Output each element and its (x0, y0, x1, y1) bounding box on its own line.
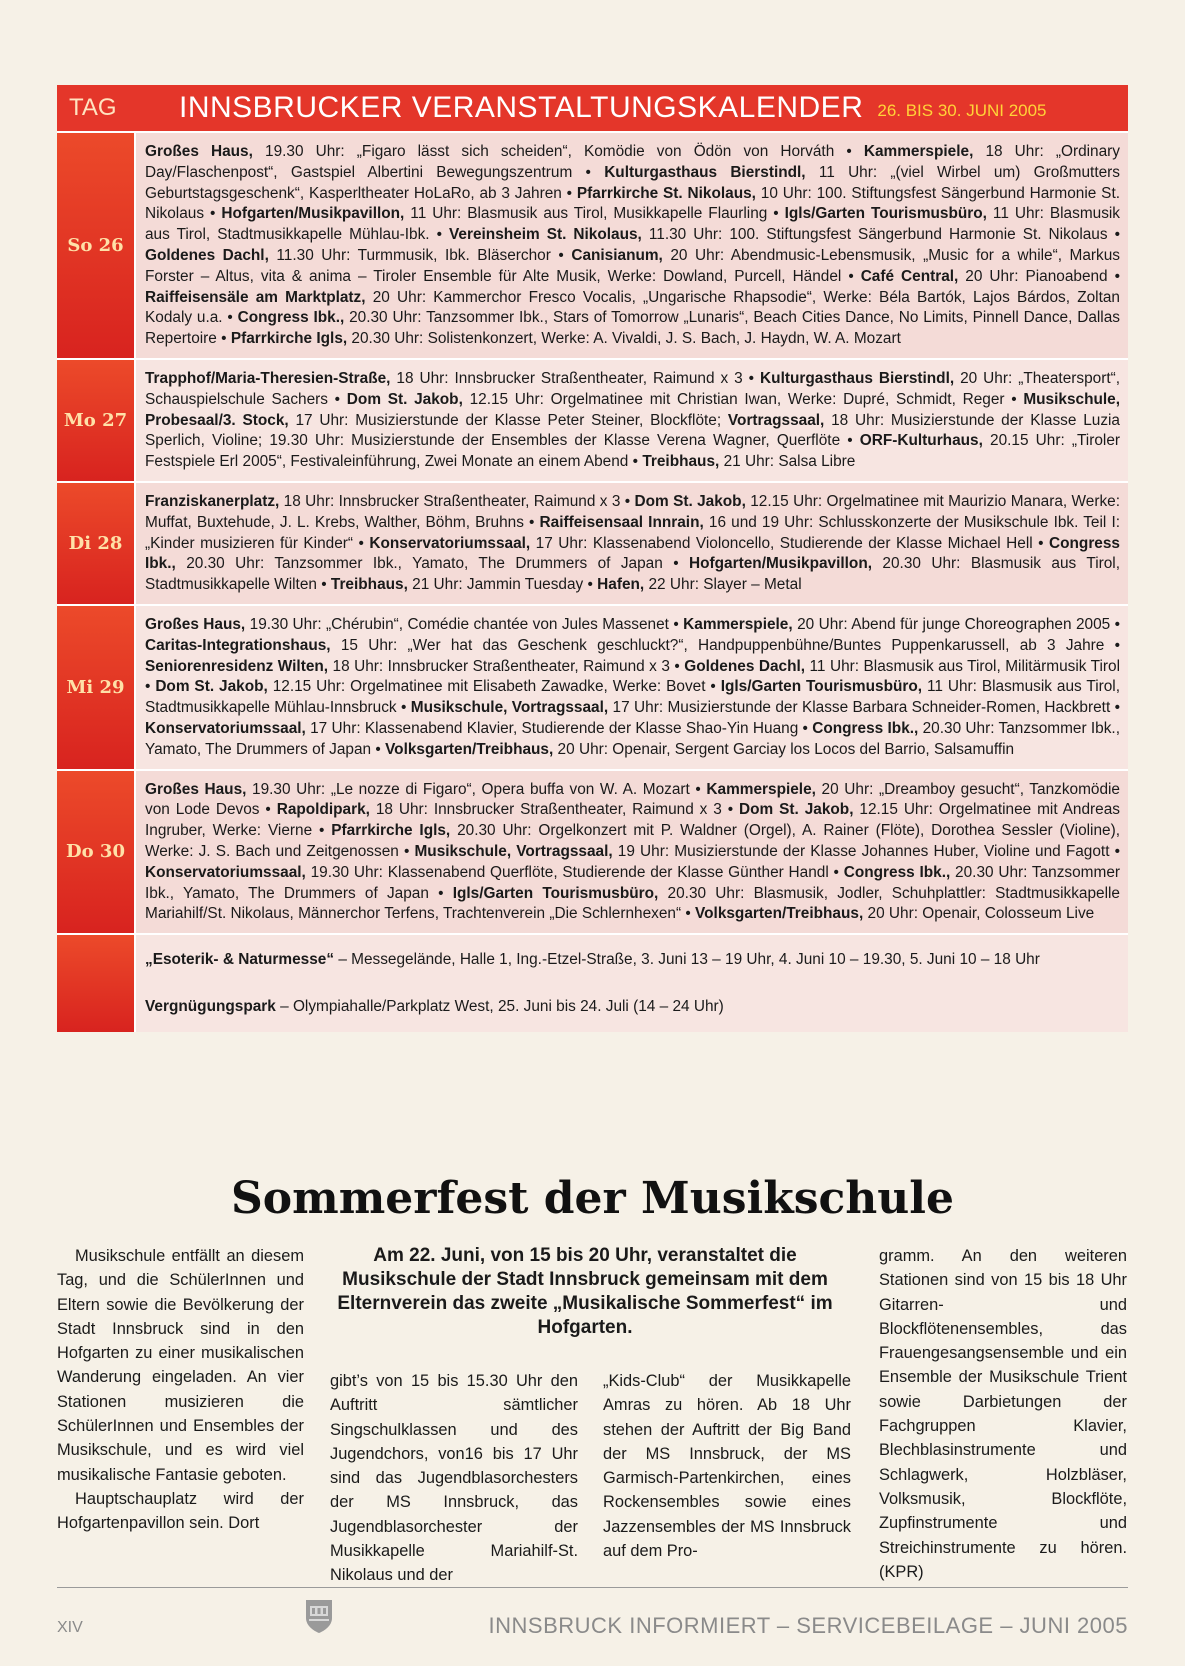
article-column-3 (603, 1369, 851, 1563)
day-events: Großes Haus, 19.30 Uhr: „Figaro lässt sich scheiden“, Komödie von Ödön von Horváth • Kammerspiele, 18 Uhr: „Ordinary Day/Flaschenpost“, Gastspiel Albertini Bewegungszentrum • Kulturgasthaus Bierstindl, 11 Uhr: „(viel Wirbel um) Großmutters Geburtstagsgeschenk“, Kasperltheater HoLaRo, ab 3 Jahren • Pfarrkirche St. Nikolaus, 10 Uhr: 100. Stiftungsfest Sängerbund Harmonie St. Nikolaus • Hofgarten/Musikpavillon, 11 Uhr: Blasmusik aus Tirol, Musikkapelle Flaurling • Igls/Garten Tourismusbüro, 11 Uhr: Blasmusik aus Tirol, Stadtmusikkapelle Mühlau-Ibk. • Vereinsheim St. Nikolaus, 11.30 Uhr: 100. Stiftungsfest Sängerbund Harmonie St. Nikolaus • Goldenes Dachl, 11.30 Uhr: Turmmusik, Ibk. Bläserchor • Canisianum, 20 Uhr: Abendmusic-Lebensmusik, „Music for a while“, Markus Forster – Altus, vita & anima – Tiroler Ensemble für Alte Musik, Werke: Dowland, Purcell, Händel • Café Central, 20 Uhr: Pianoabend • Raiffeisensäle am Marktplatz, 20 Uhr: Kammerchor Fresco Vocalis, „Ungarische Rhapsodie“, Werke: Béla Bartók, Lajos Bárdos, Zoltan Kodaly u.a. • Congress Ibk., 20.30 Uhr: Tanzsommer Ibk., Stars of Tomorrow „Lunaris“, Beach Cities Dance, No Limits, Pinnell Dance, Dallas Repertoire • Pfarrkirche Igls, 20.30 Uhr: Solistenkonzert, Werke: A. Vivaldi, J. S. Bach, J. Haydn, W. A. Mozart (134, 133, 1128, 358)
article-title: Sommerfest der Musikschule (231, 1173, 954, 1224)
day-row (57, 358, 1128, 481)
day-label: So 26 (57, 133, 134, 358)
page-number: XIV (57, 1619, 83, 1636)
extra-events (134, 935, 1128, 1032)
article-paragraph: Hauptschauplatz wird der Hofgartenpavillon sein. Dort (57, 1489, 304, 1533)
day-row (57, 769, 1128, 934)
article-paragraph: Musikschule entfällt an diesem Tag, und die SchülerInnen und Eltern sowie die Bevölkerung der Stadt Innsbruck sind in den Hofgarten zu einer musikalischen Wanderung eingeladen. An vier Stationen musizieren die SchülerInnen und Ensembles der Musikschule, und es wird viel musikalische Fantasie geboten. (57, 1247, 304, 1484)
day-events: Franziskanerplatz, 18 Uhr: Innsbrucker Straßentheater, Raimund x 3 • Dom St. Jakob, 12.15 Uhr: Orgelmatinee mit Maurizio Manara, Werke: Muffat, Buxtehude, J. L. Krebs, Walther, Böhm, Bruhns • Raiffeisensaal Innrain, 16 und 19 Uhr: Schlusskonzerte der Musikschule Ibk. Teil I: „Kinder musizieren für Kinder“ • Konservatoriumssaal, 17 Uhr: Klassenabend Violoncello, Studierende der Klasse Michael Hell • Congress Ibk., 20.30 Uhr: Tanzsommer Ibk., Yamato, The Drummers of Japan • Hofgarten/Musikpavillon, 20.30 Uhr: Blasmusik aus Tirol, Stadtmusikkapelle Wilten • Treibhaus, 21 Uhr: Jammin Tuesday • Hafen, 22 Uhr: Slayer – Metal (134, 483, 1128, 604)
day-events: Großes Haus, 19.30 Uhr: „Chérubin“, Comédie chantée von Jules Massenet • Kammerspiele, 20 Uhr: Abend für junge Choreographen 2005 • Caritas-Integrationshaus, 15 Uhr: „Wer hat das Geschenk geschluckt?“, Handpuppenbühne/Buntes Puppenkarussell, ab 3 Jahre • Seniorenresidenz Wilten, 18 Uhr: Innsbrucker Straßentheater, Raimund x 3 • Goldenes Dachl, 11 Uhr: Blasmusik aus Tirol, Militärmusik Tirol • Dom St. Jakob, 12.15 Uhr: Orgelmatinee mit Elisabeth Zawadke, Werke: Bovet • Igls/Garten Tourismusbüro, 11 Uhr: Blasmusik aus Tirol, Stadtmusikkapelle Mühlau-Innsbruck • Musikschule, Vortragssaal, 17 Uhr: Musizierstunde der Klasse Barbara Schneider-Romen, Hackbrett • Konservatoriumssaal, 17 Uhr: Klassenabend Klavier, Studierende der Klasse Shao-Yin Huang • Congress Ibk., 20.30 Uhr: Tanzsommer Ibk., Yamato, The Drummers of Japan • Volksgarten/Treibhaus, 20 Uhr: Openair, Sergent Garciay los Locos del Barrio, Salsamuffin (134, 606, 1128, 769)
calendar-date-range: 26. BIS 30. JUNI 2005 (877, 101, 1047, 120)
day-row (57, 604, 1128, 769)
extra-event: Vergnügungspark – Olympiahalle/Parkplatz West, 25. Juni bis 24. Juli (14 – 24 Uhr) (145, 997, 724, 1015)
day-row (57, 131, 1128, 358)
day-label-empty (57, 935, 134, 1032)
day-events: Trapphof/Maria-Theresien-Straße, 18 Uhr: Innsbrucker Straßentheater, Raimund x 3 • Kulturgasthaus Bierstindl, 20 Uhr: „Theatersport“, Schauspielschule Sachers • Dom St. Jakob, 12.15 Uhr: Orgelmatinee mit Christian Iwan, Werke: Dupré, Schmidt, Reger • Musikschule, Probesaal/3. Stock, 17 Uhr: Musizierstunde der Klasse Peter Steiner, Blockflöte; Vortragssaal, 18 Uhr: Musizierstunde der Klasse Luzia Sperlich, Violine; 19.30 Uhr: Musizierstunde der Ensembles der Klasse Verena Wagner, Querflöte • ORF-Kulturhaus, 20.15 Uhr: „Tiroler Festspiele Erl 2005“, Festivaleinführung, Zwei Monate an einem Abend • Treibhaus, 21 Uhr: Salsa Libre (134, 360, 1128, 481)
calendar-header (57, 85, 1128, 131)
article-column-2 (330, 1369, 578, 1588)
event-calendar (57, 85, 1128, 1032)
day-label: Di 28 (57, 483, 134, 604)
day-row (57, 481, 1128, 604)
article-paragraph: gramm. An den weiteren Stationen sind von 15 bis 18 Uhr Gitarren- und Blockflötenensembles, das Frauengesangsensemble und ein Ensemble der Musikschule Trient sowie Darbietungen der Fachgruppen Klavier, Blechblasinstrumente und Schlagwerk, Holzbläser, Volksmusik, Blockflöte, Zupfinstrumente und Streichinstrumente zu hören. (KPR) (879, 1247, 1127, 1581)
article-paragraph: gibt’s von 15 bis 15.30 Uhr den Auftritt sämtlicher Singschulklassen und des Jugendchors, von16 bis 17 Uhr sind das Jugendblasorchesters der MS Innsbruck, das Jugendblasorchester der Musikkapelle Mariahilf-St. Nikolaus und der (330, 1372, 578, 1585)
day-events: Großes Haus, 19.30 Uhr: „Le nozze di Figaro“, Opera buffa von W. A. Mozart • Kammerspiele, 20 Uhr: „Dreamboy gesucht“, Tanzkomödie von Lode Devos • Rapoldipark, 18 Uhr: Innsbrucker Straßentheater, Raimund x 3 • Dom St. Jakob, 12.15 Uhr: Orgelmatinee mit Andreas Ingruber, Werke: Vierne • Pfarrkirche Igls, 20.30 Uhr: Orgelkonzert mit P. Waldner (Orgel), A. Rainer (Flöte), Dorothea Sessler (Violine), Werke: J. S. Bach und Zeitgenossen • Musikschule, Vortragssaal, 19 Uhr: Musizierstunde der Klasse Johannes Huber, Violine und Fagott • Konservatoriumssaal, 19.30 Uhr: Klassenabend Querflöte, Studierende der Klasse Günther Handl • Congress Ibk., 20.30 Uhr: Tanzsommer Ibk., Yamato, The Drummers of Japan • Igls/Garten Tourismusbüro, 20.30 Uhr: Blasmusik, Jodler, Schuhplattler: Stadtmusikkapelle Mariahilf/St. Nikolaus, Männerchor Terfens, Trachtenverein „Die Schlernhexen“ • Volksgarten/Treibhaus, 20 Uhr: Openair, Colosseum Live (134, 771, 1128, 934)
day-label: Do 30 (57, 771, 134, 934)
extra-events-row (57, 933, 1128, 1032)
day-label: Mi 29 (57, 606, 134, 769)
article-lead: Am 22. Juni, von 15 bis 20 Uhr, veranstaltet die Musikschule der Stadt Innsbruck gemeinsam mit dem Elternverein das zweite „Musikalische Sommerfest“ im Hofgarten. (337, 1245, 833, 1338)
article-paragraph: „Kids-Club“ der Musikkapelle Amras zu hören. Ab 18 Uhr stehen der Auftritt der Big Band der MS Innsbruck, der MS Garmisch-Partenkirchen, eines Rockensembles sowie eines Jazzensembles der MS Innsbruck auf dem Pro- (603, 1372, 851, 1561)
footer-divider (57, 1587, 1128, 1588)
day-label: Mo 27 (57, 360, 134, 481)
article-column-1 (57, 1244, 304, 1536)
article-column-4 (879, 1244, 1127, 1584)
calendar-title: INNSBRUCKER VERANSTALTUNGSKALENDER (179, 91, 864, 124)
extra-event: „Esoterik- & Naturmesse“ – Messegelände, Halle 1, Ing.-Etzel-Straße, 3. Juni 13 – 19 Uhr, 4. Juni 10 – 19.30, 5. Juni 10 – 18 Uhr (145, 951, 1040, 969)
footer-publication: INNSBRUCK INFORMIERT – SERVICEBEILAGE – JUNI 2005 (488, 1613, 1128, 1638)
header-tag: TAG (69, 94, 117, 121)
city-crest-icon (304, 1598, 334, 1634)
